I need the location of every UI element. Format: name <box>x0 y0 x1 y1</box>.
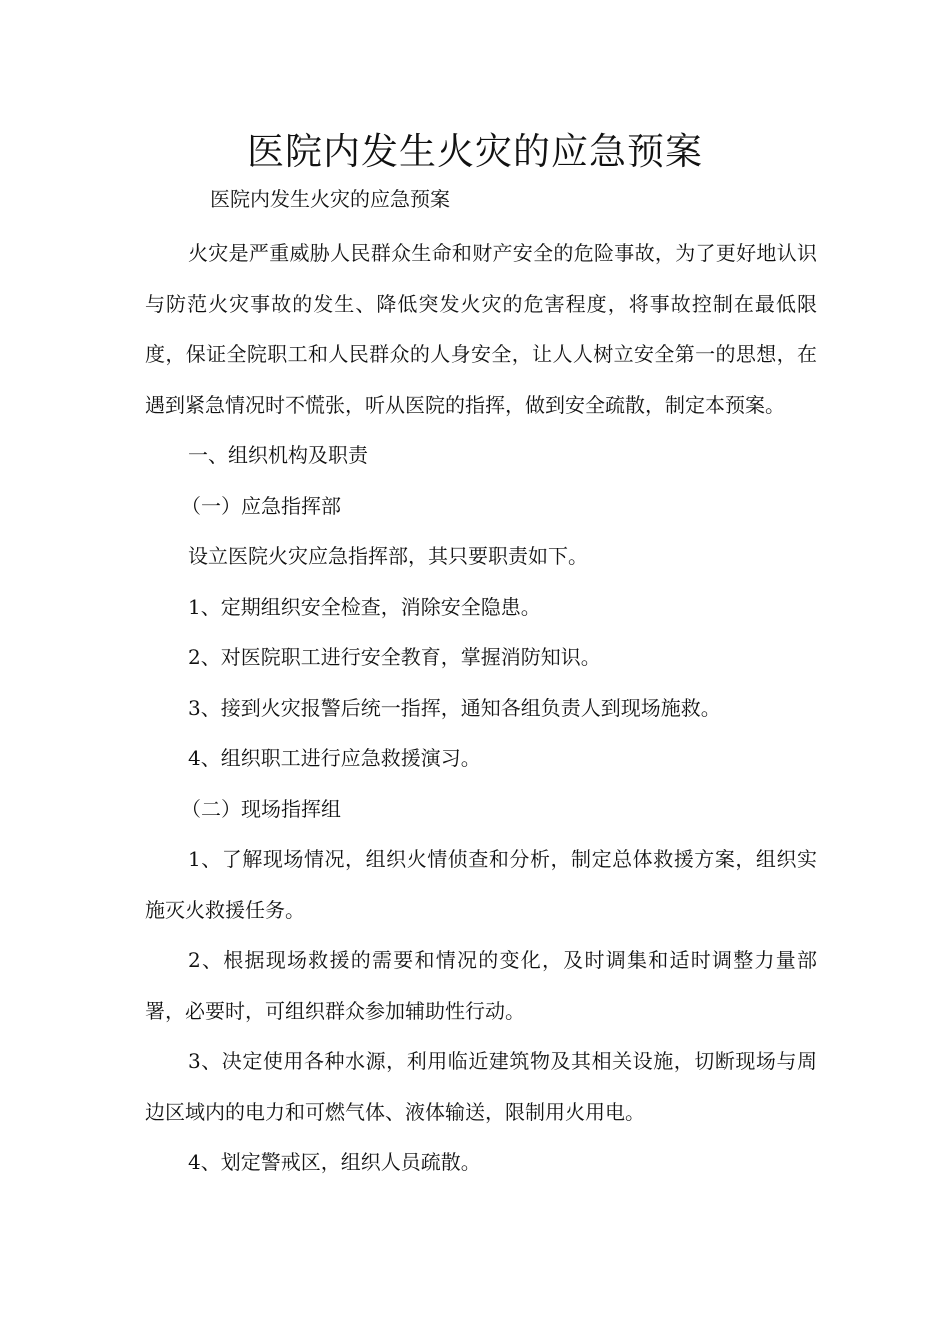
list-item: 1、了解现场情况，组织火情侦查和分析，制定总体救援方案，组织实施灭火救援任务。 <box>145 847 817 922</box>
subsection-heading: （二）现场指挥组 <box>181 796 341 821</box>
document-subtitle: 医院内发生火灾的应急预案 <box>210 187 450 211</box>
list-item: 4、组织职工进行应急救援演习。 <box>188 746 481 770</box>
list-item: 3、接到火灾报警后统一指挥，通知各组负责人到现场施救。 <box>188 695 721 720</box>
list-item: 2、根据现场救援的需要和情况的变化，及时调集和适时调整力量部署，必要时，可组织群众参加辅助性行动。 <box>145 948 817 1023</box>
list-item: 2、对医院职工进行安全教育，掌握消防知识。 <box>188 645 601 669</box>
list-item: 4、划定警戒区，组织人员疏散。 <box>188 1150 481 1174</box>
subsection-heading: （一）应急指挥部 <box>181 493 341 518</box>
intro-paragraph: 火灾是严重威胁人民群众生命和财产安全的危险事故，为了更好地认识与防范火灾事故的发生、降低突发火灾的危害程度，将事故控制在最低限度，保证全院职工和人民群众的人身安全，让人人树立安全第一的思想，在遇到紧急情况时不慌张，听从医院的指挥，做到安全疏散，制定本预案。 <box>145 241 817 417</box>
paragraph: 设立医院火灾应急指挥部，其只要职责如下。 <box>188 544 588 568</box>
document-title: 医院内发生火灾的应急预案 <box>247 130 703 173</box>
list-item: 3、决定使用各种水源，利用临近建筑物及其相关设施，切断现场与周边区域内的电力和可燃气体、液体输送，限制用火用电。 <box>145 1049 817 1124</box>
list-item: 1、定期组织安全检查，消除安全隐患。 <box>188 594 541 619</box>
section-heading: 一、组织机构及职责 <box>188 443 368 467</box>
document-body <box>145 228 817 1188</box>
